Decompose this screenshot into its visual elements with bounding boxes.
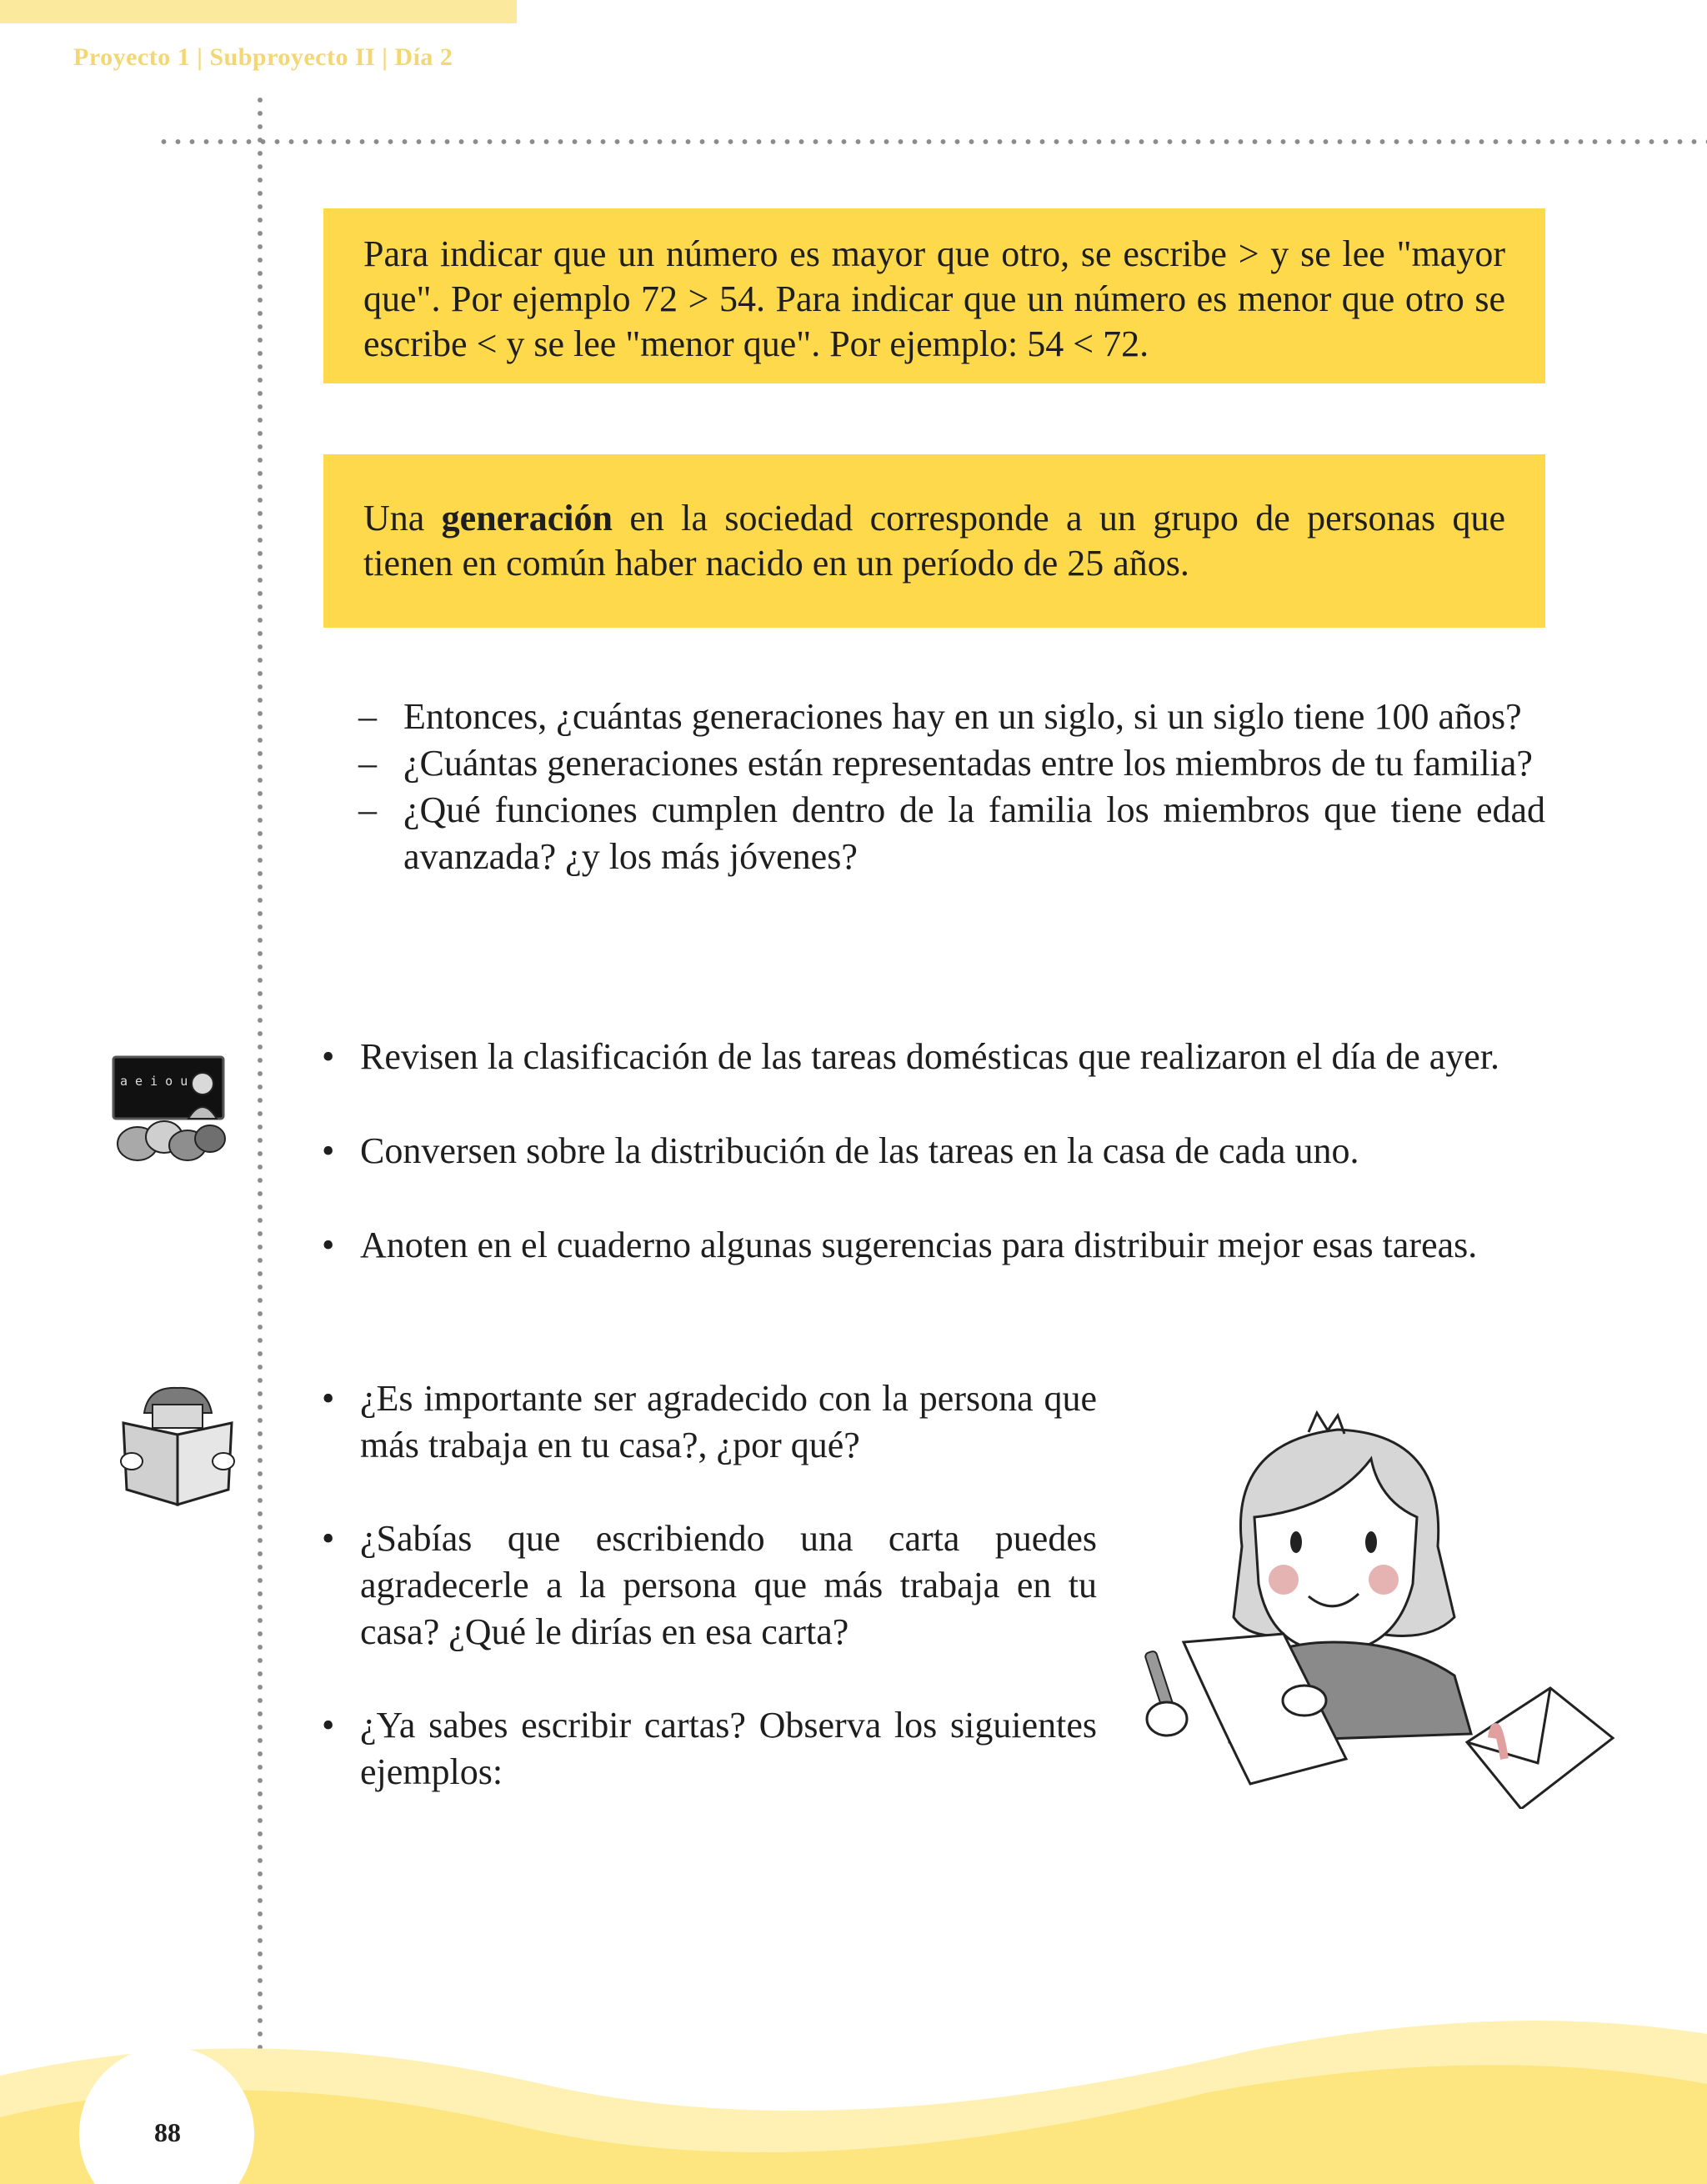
page-number: 88 [154,2117,181,2147]
bullet-marker: • [322,1225,335,1265]
question-item [358,740,1545,787]
activity-text: Revisen la clasificación de las tareas domésticas que realizaron el día de ayer. [360,1036,1500,1077]
top-color-strip [0,0,517,23]
reading-activity-list [322,1375,1097,1842]
activity-item [322,1034,1555,1128]
question-item [358,787,1545,880]
bullet-marker: • [322,1518,335,1559]
note-text: Para indicar que un número es mayor que otro, se escribe > y se lee "mayor que". Por ejemplo 72 > 54. Para indicar que un número es menor que otro se escribe < y se lee "menor que". Por ejemplo: 54 < 72. [363,233,1505,364]
question-text: ¿Qué funciones cumplen dentro de la familia los miembros que tiene edad avanzada? ¿y los más jóvenes? [403,789,1545,877]
activity-item [322,1222,1555,1316]
defined-term: generación [441,498,613,538]
question-text: ¿Cuántas generaciones están representadas entre los miembros de tu familia? [403,743,1533,784]
reflection-text: ¿Sabías que escribiendo una carta puedes agradecerle a la persona que más trabaja en tu casa? ¿Qué le dirías en esa carta? [360,1518,1097,1652]
activity-item [322,1128,1555,1222]
generation-questions [358,694,1545,880]
bullet-marker: • [322,1378,335,1419]
note-text-start: Una [363,498,442,538]
bullet-marker: • [322,1130,335,1171]
vertical-dotted-divider [257,93,263,2077]
reflection-item [322,1375,1097,1469]
classroom-teacher-icon [108,1052,233,1165]
blackboard-letters: a e i o u [120,1074,188,1089]
dash-marker: – [358,789,377,830]
child-reading-book-icon [115,1380,240,1513]
footer-wave-decoration [0,1984,1707,2184]
reflection-item [322,1702,1097,1796]
reflection-text: ¿Es importante ser agradecido con la persona que más trabaja en tu casa?, ¿por qué? [360,1378,1097,1465]
bullet-marker: • [322,1705,335,1746]
question-item [358,694,1545,740]
girl-writing-letter-illustration [1129,1409,1621,1809]
reflection-item [322,1515,1097,1656]
bullet-marker: • [322,1036,335,1077]
activity-text: Anoten en el cuaderno algunas sugerencias para distribuir mejor esas tareas. [360,1225,1478,1265]
comparison-symbols-note [323,208,1545,383]
group-activity-list [322,1034,1555,1316]
dash-marker: – [358,696,377,737]
reflection-text: ¿Ya sabes escribir cartas? Observa los siguientes ejemplos: [360,1705,1097,1792]
page-header: Proyecto 1 | Subproyecto II | Día 2 [73,43,453,71]
generation-definition-note [323,454,1545,628]
dash-marker: – [358,743,377,784]
horizontal-dotted-divider [157,138,1707,145]
question-text: Entonces, ¿cuántas generaciones hay en un siglo, si un siglo tiene 100 años? [403,696,1522,737]
activity-text: Conversen sobre la distribución de las tareas en la casa de cada uno. [360,1130,1359,1171]
note-text-end: en la sociedad corresponde a un grupo de personas que tienen en común haber nacido en un período de 25 años. [363,498,1505,584]
